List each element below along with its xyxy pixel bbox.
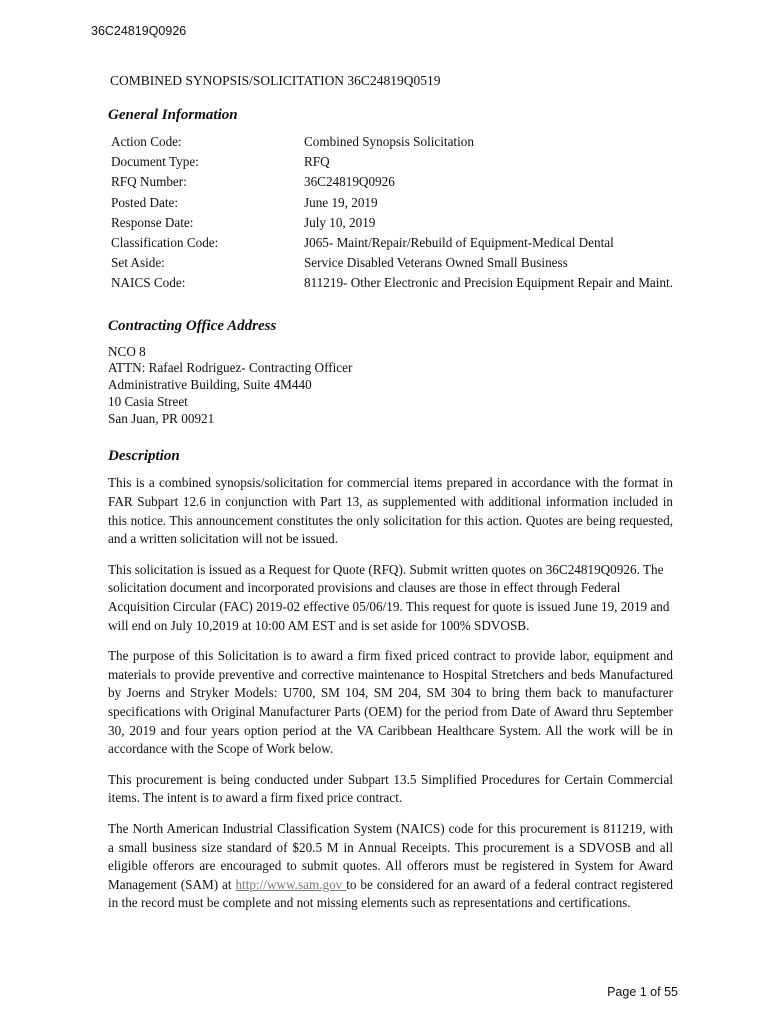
info-value: 811219- Other Electronic and Precision Equipment Repair and Maint. [303,275,673,291]
description-paragraph-3: The purpose of this Solicitation is to award a firm fixed priced contract to provide labor, equipment and materials to provide preventive and corrective maintenance to Hospital Stretchers and beds Manufactured by Joerns and Stryker Models: U700, SM 104, SM 204, SM 304 to bring them back to manufacturer specifications with Original Manufacturer Parts (OEM) for the period from Date of Award thru September 30, 2019 and four years option period at the VA Caribbean Healthcare System. All the work will be in accordance with the Scope of Work below. [108,648,673,757]
paragraph-5-text-end: to be considered for an award of a federal contract registered in the record must be complete and not missing elements such as representations and certifications. [108,876,673,911]
info-row [111,214,673,234]
contracting-office-address [108,344,673,428]
info-label: Set Aside: [111,255,165,271]
info-value: J065- Maint/Repair/Rebuild of Equipment-Medical Dental [303,234,614,250]
info-value: Service Disabled Veterans Owned Small Business [303,255,568,271]
info-row [111,254,673,274]
document-body [108,72,673,913]
info-label: RFQ Number: [111,174,187,190]
info-value: June 19, 2019 [303,194,378,210]
address-line: San Juan, PR 00921 [108,410,215,426]
description-paragraph-2: This solicitation is issued as a Request for Quote (RFQ). Submit written quotes on 36C24819Q0926. The solicitation document and incorporated provisions and clauses are those in effect through Federal Acquisition Circular (FAC) 2019-02 effective 05/06/19. This request for quote is issued June 19, 2019 and will end on July 10,2019 at 10:00 AM EST and is set aside for 100% SDVOSB. [108,561,670,633]
info-row [111,274,673,294]
info-label: Document Type: [111,154,199,170]
sam-gov-link[interactable]: http://www.sam.gov [235,876,347,892]
paragraph-5-text-start: The North American Industrial Classification System (NAICS) code for this procurement is 811219, with a small business size standard of $20.5 M in Annual Receipts. This procurement is a SDVOSB and all eligible offerors are encouraged to submit quotes. All offerors must be registered in System for Award Management (SAM) at [108,820,673,892]
info-row [111,234,673,254]
description-paragraph-4: This procurement is being conducted under Subpart 13.5 Simplified Procedures for Certain Commercial items. The intent is to award a firm fixed price contract. [108,771,673,806]
info-value: RFQ [303,154,330,170]
info-row [111,133,673,153]
info-label: NAICS Code: [111,275,186,291]
address-line: NCO 8 [108,343,146,359]
info-label: Classification Code: [111,234,219,250]
contracting-office-heading: Contracting Office Address [108,317,277,334]
info-value: July 10, 2019 [303,214,376,230]
general-information-table [111,133,673,295]
info-row [111,173,673,193]
description-paragraph-1: This is a combined synopsis/solicitation for commercial items prepared in accordance with the format in FAR Subpart 12.6 in conjunction with Part 13, as supplemented with additional information included in this notice. This announcement constitutes the only solicitation for this action. Quotes are being requested, and a written solicitation will not be issued. [108,475,673,547]
document-title: COMBINED SYNOPSIS/SOLICITATION 36C24819Q0519 [110,73,441,88]
description-heading: Description [108,448,180,465]
info-label: Action Code: [111,134,182,149]
info-row [111,153,673,173]
info-label: Response Date: [111,214,194,230]
address-line: 10 Casia Street [108,393,188,409]
info-row [111,194,673,214]
info-value: 36C24819Q0926 [303,174,395,190]
address-line: ATTN: Rafael Rodriguez- Contracting Officer [108,360,353,376]
info-label: Posted Date: [111,194,179,210]
info-value: Combined Synopsis Solicitation [303,134,474,149]
page-number: Page 1 of 55 [607,985,678,999]
address-line: Administrative Building, Suite 4M440 [108,377,312,393]
document-id-header: 36C24819Q0926 [91,24,187,38]
description-paragraph-5 [108,820,673,913]
general-information-heading: General Information [108,107,238,123]
